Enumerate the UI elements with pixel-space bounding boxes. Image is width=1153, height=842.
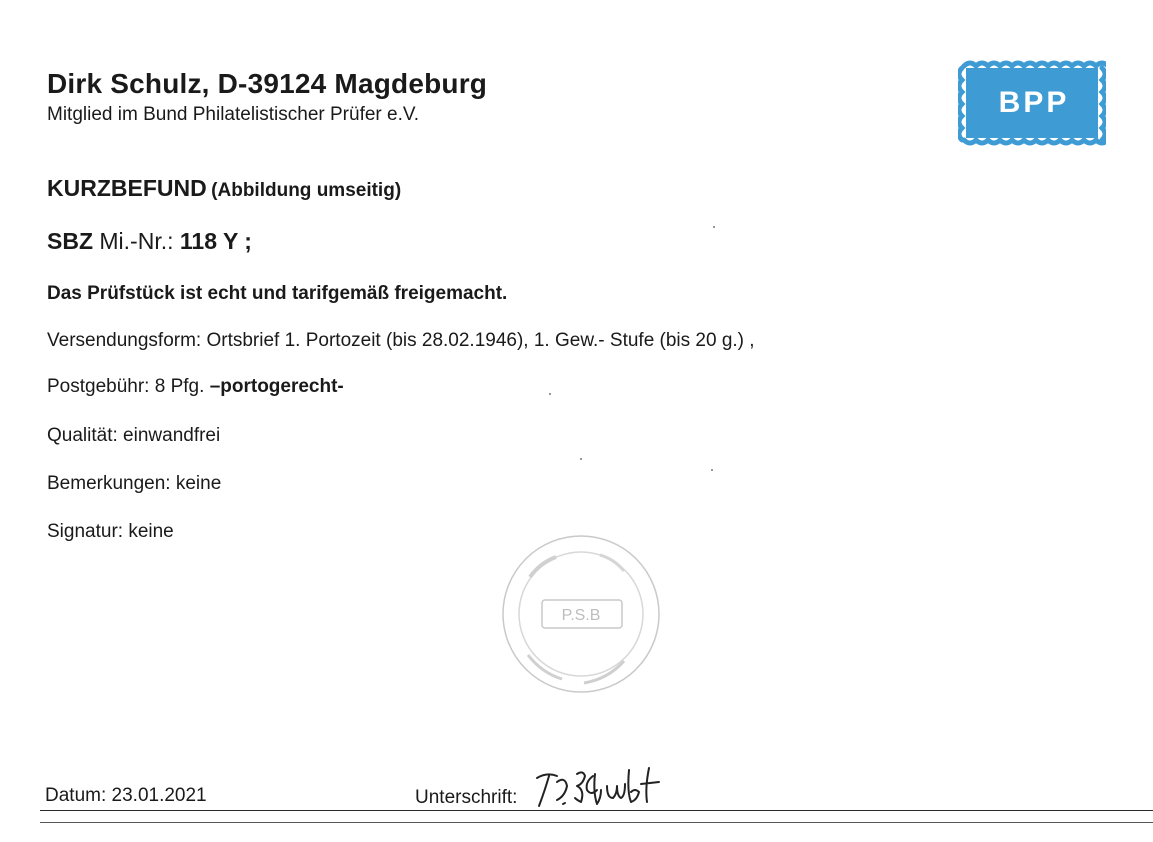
- field-postgebuehr: [47, 376, 344, 398]
- bpp-logo-text: BPP: [998, 86, 1070, 119]
- handwritten-signature-icon: [533, 766, 675, 812]
- embossed-seal-icon: [500, 533, 662, 695]
- field-label: Versendungsform:: [47, 330, 202, 351]
- field-label: Postgebühr:: [47, 376, 150, 397]
- footer-rule: [40, 810, 1153, 811]
- bpp-logo-icon: [958, 60, 1106, 146]
- paper-speck: [580, 458, 582, 460]
- field-label: Signatur:: [47, 521, 124, 542]
- signature-label: Unterschrift:: [415, 787, 518, 808]
- field-value: keine: [128, 521, 174, 542]
- report-title-main: KURZBEFUND: [47, 175, 207, 201]
- stamp-number: 118 Y ;: [179, 228, 252, 254]
- stamp-identification: [47, 228, 252, 255]
- stamp-area: SBZ: [47, 228, 93, 254]
- report-title: [47, 175, 401, 202]
- paper-speck: [711, 469, 713, 471]
- date-line: [45, 785, 207, 807]
- signature-line: [415, 787, 517, 809]
- field-value: keine: [175, 473, 222, 494]
- field-label: Bemerkungen:: [47, 473, 171, 494]
- field-versendungsform: [47, 330, 755, 352]
- date-value: 23.01.2021: [111, 785, 207, 806]
- field-signatur: [47, 521, 174, 543]
- authenticity-statement: Das Prüfstück ist echt und tarifgemäß freigemacht.: [47, 283, 508, 304]
- footer-rule: [40, 822, 1153, 823]
- paper-speck: [549, 393, 551, 395]
- field-qualitaet: [47, 425, 220, 447]
- field-value: einwandfrei: [123, 425, 221, 446]
- field-value: Ortsbrief 1. Portozeit (bis 28.02.1946), 1. Gew.- Stufe (bis 20 g.) ,: [206, 330, 755, 351]
- date-label: Datum:: [45, 785, 107, 806]
- stamp-number-label: Mi.-Nr.:: [99, 228, 174, 254]
- report-title-note: (Abbildung umseitig): [211, 180, 402, 201]
- field-label: Qualität:: [47, 425, 118, 446]
- examiner-name: Dirk Schulz, D-39124 Magdeburg: [47, 68, 488, 99]
- paper-speck: [713, 226, 715, 228]
- field-note: –portogerecht-: [209, 376, 344, 397]
- seal-center-text: P.S.B: [561, 607, 601, 624]
- field-value: 8 Pfg.: [154, 376, 205, 397]
- examiner-membership: Mitglied im Bund Philatelistischer Prüfer e.V.: [47, 104, 420, 125]
- field-bemerkungen: [47, 473, 221, 495]
